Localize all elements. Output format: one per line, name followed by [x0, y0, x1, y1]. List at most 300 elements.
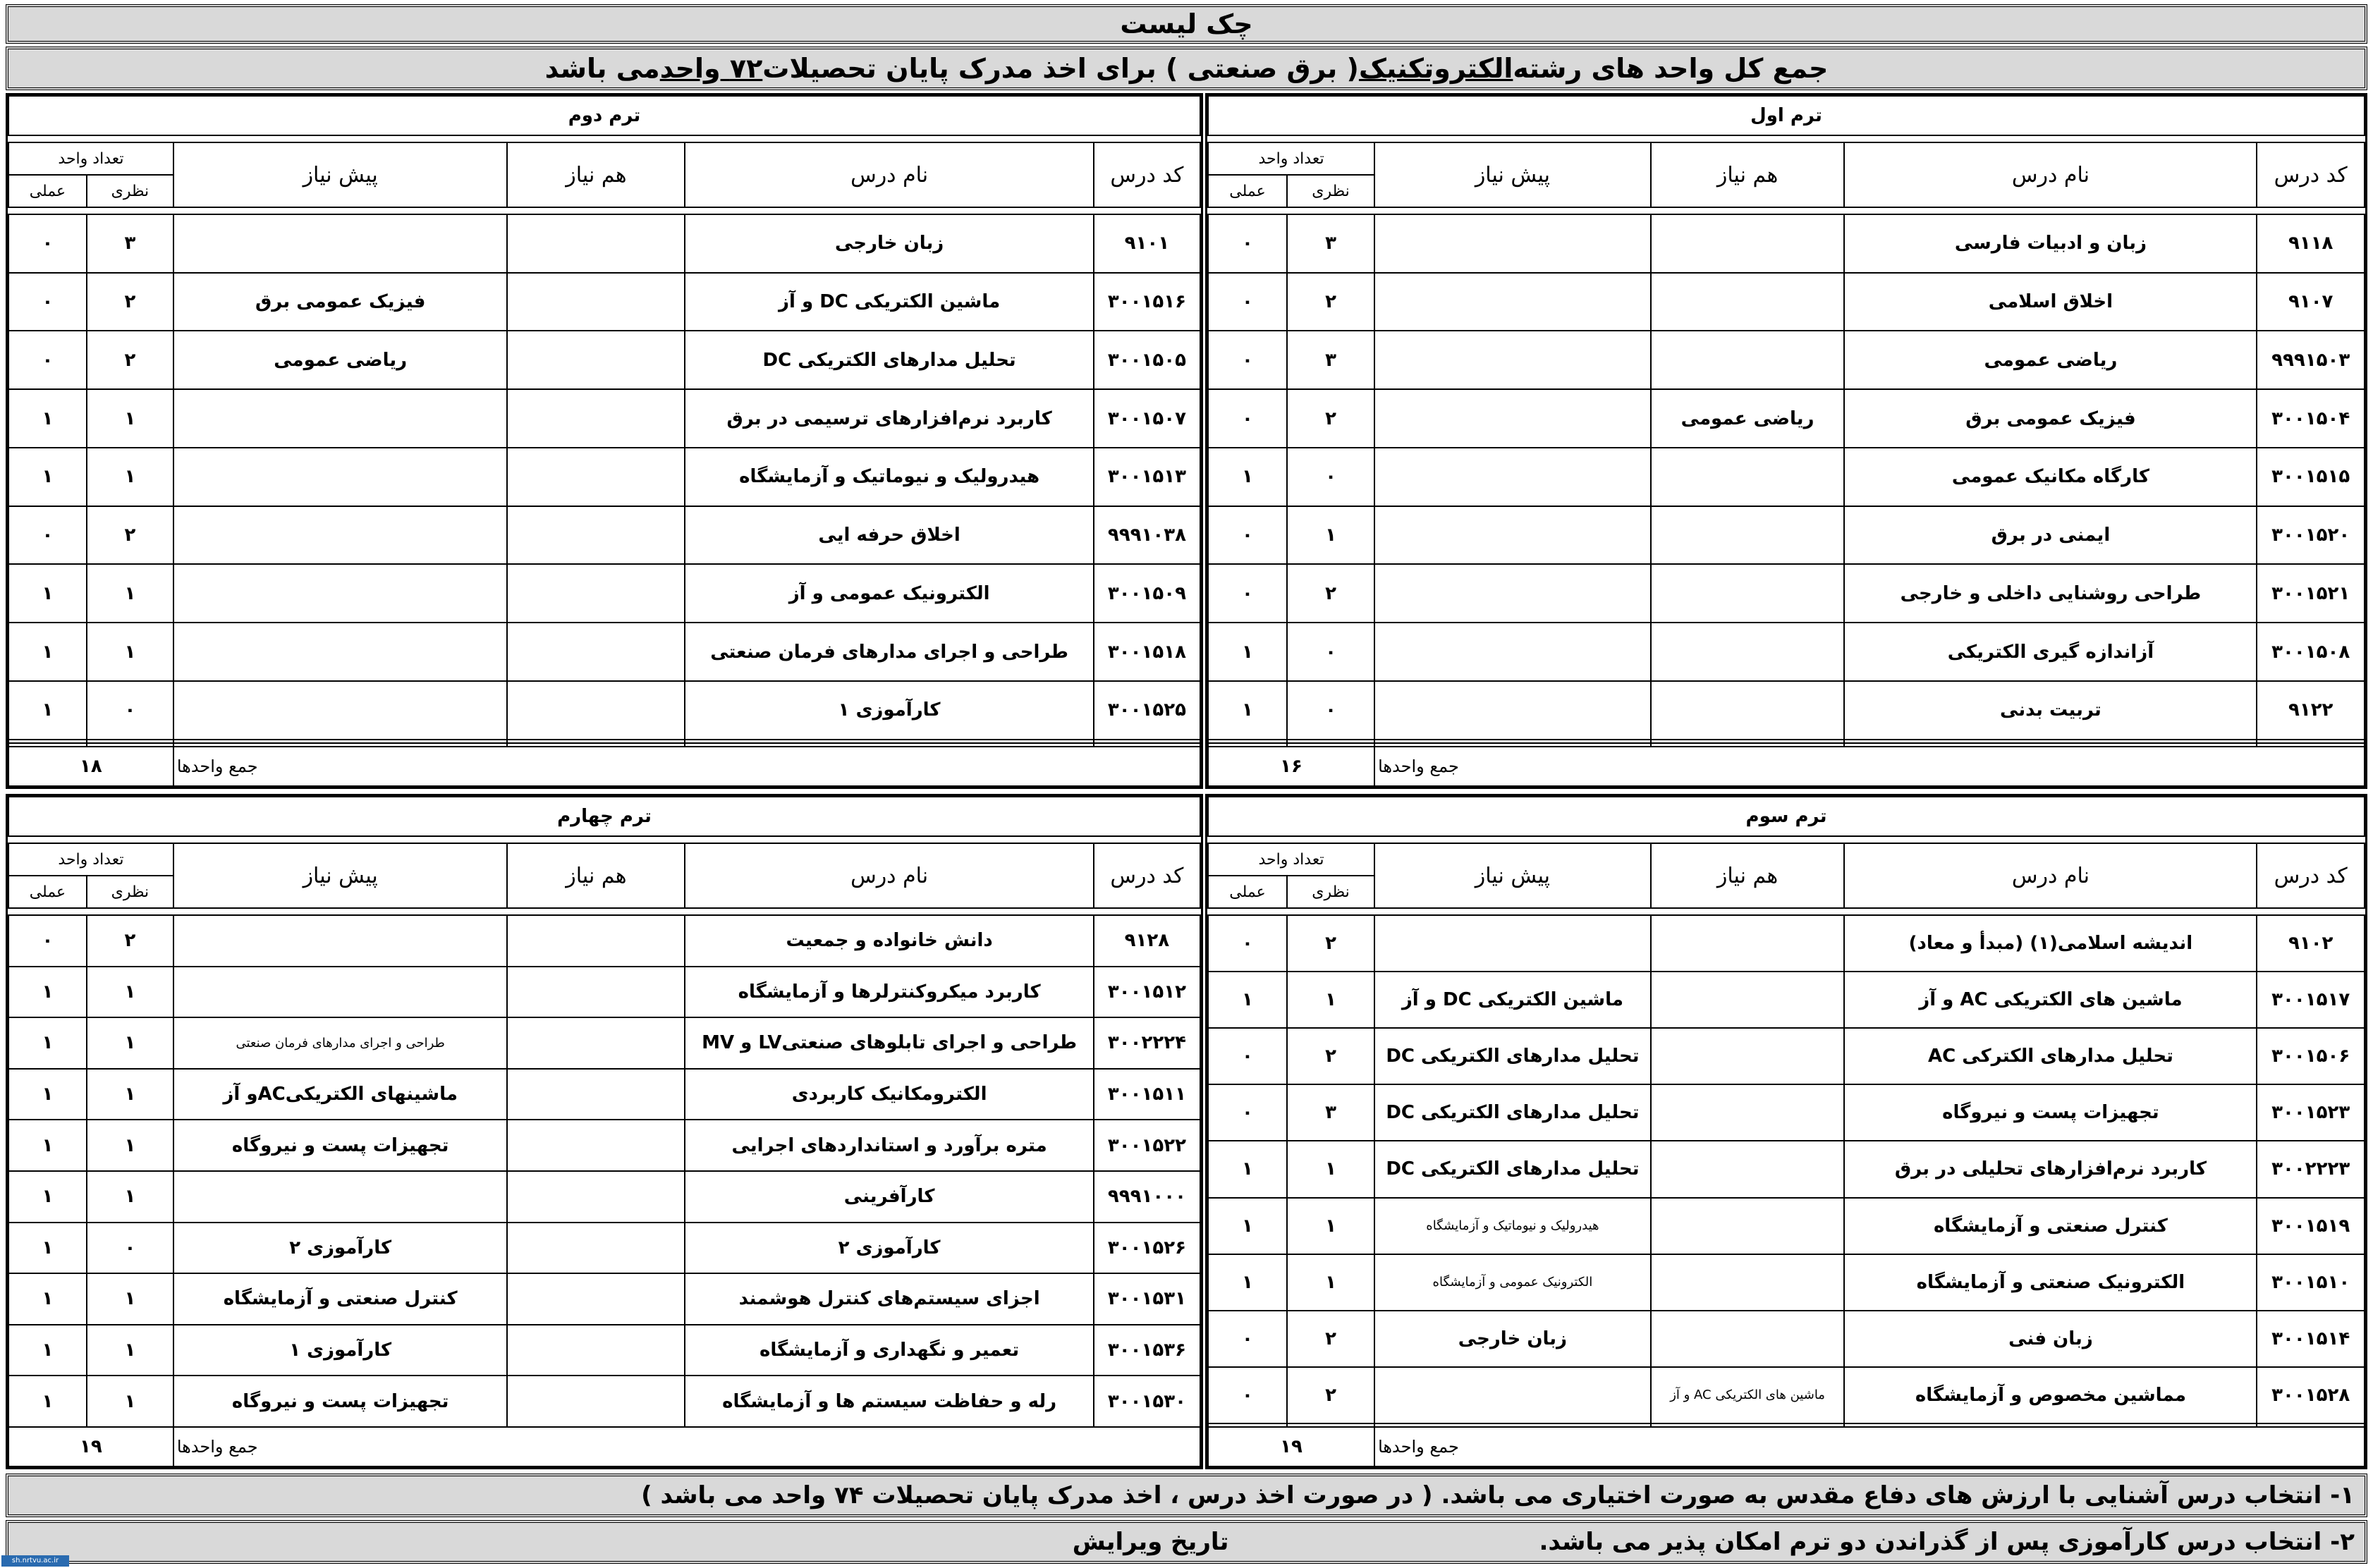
- total-value: ۱۹: [1208, 1427, 1374, 1466]
- course-prereq: کارآموزی ۲: [173, 1223, 508, 1274]
- course-row: [1208, 389, 2365, 448]
- course-coreq: [1651, 1141, 1845, 1197]
- course-practical: ۱: [8, 1325, 87, 1376]
- course-theory: ۱: [87, 448, 173, 506]
- course-code: ۳۰۰۲۲۲۳: [2257, 1141, 2365, 1197]
- total-spacer: [1094, 1427, 1200, 1466]
- course-coreq: [1651, 448, 1845, 506]
- course-code: ۹۱۲۸: [1094, 915, 1200, 967]
- spacer-row: [8, 836, 1200, 843]
- course-name: فیزیک عمومی برق: [1844, 389, 2257, 448]
- course-practical: ۱: [8, 1120, 87, 1171]
- course-theory: ۲: [87, 331, 173, 389]
- spacer: [8, 207, 1200, 214]
- col-units-header: تعداد واحد: [1208, 142, 1374, 175]
- course-practical: ۱: [8, 564, 87, 623]
- term-title: ترم دوم: [8, 96, 1200, 135]
- term-block-2: [6, 93, 1203, 789]
- course-theory: ۰: [1287, 623, 1374, 681]
- course-prereq: [1374, 681, 1651, 740]
- course-theory: ۱: [87, 1376, 173, 1427]
- course-coreq: [507, 1069, 685, 1120]
- spacer-row: [1208, 135, 2365, 142]
- course-code: ۳۰۰۱۵۰۸: [2257, 623, 2365, 681]
- course-name: تحلیل مدارهای الکتریکی DC: [685, 331, 1093, 389]
- course-code: ۳۰۰۱۵۰۹: [1094, 564, 1200, 623]
- logo-text: sh.nrtvu.ac.ir: [11, 1557, 59, 1564]
- spacer-row: [1208, 207, 2365, 214]
- course-practical: ۰: [1208, 1028, 1287, 1084]
- course-coreq: [507, 564, 685, 623]
- total-value: ۱۹: [8, 1427, 173, 1466]
- course-name: الکترونیک عمومی و آز: [685, 564, 1093, 623]
- course-prereq: فیزیک عمومی برق: [173, 273, 508, 331]
- course-practical: ۰: [1208, 1084, 1287, 1141]
- course-theory: ۲: [1287, 389, 1374, 448]
- course-prereq: تحلیل مدارهای الکتریکی DC: [1374, 1028, 1651, 1084]
- course-practical: ۰: [1208, 1367, 1287, 1423]
- course-practical: ۱: [1208, 448, 1287, 506]
- total-spacer: [2257, 1427, 2365, 1466]
- course-coreq: [507, 1120, 685, 1171]
- course-name: الکترومکانیک کاربردی: [685, 1069, 1093, 1120]
- course-row: [8, 1120, 1200, 1171]
- subtitle-part1: جمع کل واحد های رشته: [1513, 53, 1829, 84]
- col-practical-header: عملی: [1208, 175, 1287, 207]
- course-code: ۳۰۰۱۵۱۹: [2257, 1198, 2365, 1254]
- course-theory: ۲: [87, 273, 173, 331]
- col-theory-header: نظری: [87, 876, 173, 908]
- col-theory-header: نظری: [87, 175, 173, 207]
- course-coreq: [507, 1017, 685, 1069]
- course-prereq: [1374, 389, 1651, 448]
- spacer: [8, 135, 1200, 142]
- spacer: [1208, 908, 2365, 915]
- col-prereq-header: پیش نیاز: [1374, 142, 1651, 207]
- course-theory: ۱: [1287, 1141, 1374, 1197]
- course-practical: ۱: [8, 389, 87, 448]
- course-code: ۳۰۰۱۵۱۵: [2257, 448, 2365, 506]
- column-header-row: [8, 843, 1200, 876]
- course-practical: ۱: [1208, 1254, 1287, 1311]
- course-name: کارآموزی ۲: [685, 1223, 1093, 1274]
- course-code: ۹۱۰۱: [1094, 214, 1200, 273]
- course-practical: ۰: [8, 214, 87, 273]
- course-coreq: [507, 214, 685, 273]
- total-spacer: [1094, 747, 1200, 786]
- course-theory: ۲: [1287, 915, 1374, 972]
- term-table: [8, 796, 1201, 1467]
- col-practical-header: عملی: [8, 876, 87, 908]
- course-practical: ۱: [8, 623, 87, 681]
- course-name: تعمیر و نگهداری و آزمایشگاه: [685, 1325, 1093, 1376]
- subtitle-part2: ( برق صنعتی ) برای اخذ مدرک پایان تحصیلات: [762, 53, 1359, 84]
- course-code: ۳۰۰۱۵۱۸: [1094, 623, 1200, 681]
- course-prereq: [1374, 1367, 1651, 1423]
- course-row: [8, 1376, 1200, 1427]
- course-theory: ۱: [87, 1325, 173, 1376]
- course-practical: ۰: [1208, 1311, 1287, 1367]
- course-practical: ۰: [1208, 331, 1287, 389]
- col-coreq-header: هم نیاز: [1651, 843, 1845, 908]
- course-theory: ۰: [1287, 448, 1374, 506]
- course-theory: ۲: [87, 915, 173, 967]
- course-row: [1208, 506, 2365, 565]
- spacer-row: [8, 135, 1200, 142]
- total-value: ۱۸: [8, 747, 173, 786]
- course-name: کارآموزی ۱: [685, 681, 1093, 740]
- course-row: [8, 1273, 1200, 1325]
- spacer: [8, 908, 1200, 915]
- course-code: ۳۰۰۱۵۲۲: [1094, 1120, 1200, 1171]
- course-code: ۳۰۰۱۵۱۷: [2257, 972, 2365, 1028]
- course-row: [8, 681, 1200, 740]
- col-coreq-header: هم نیاز: [1651, 142, 1845, 207]
- col-units-header: تعداد واحد: [8, 843, 173, 876]
- total-row: [8, 747, 1200, 786]
- course-prereq: [173, 448, 508, 506]
- course-name: طراحی و اجرای مدارهای فرمان صنعتی: [685, 623, 1093, 681]
- spacer-row: [1208, 908, 2365, 915]
- course-coreq: [507, 967, 685, 1018]
- course-practical: ۱: [8, 967, 87, 1018]
- course-coreq: [507, 331, 685, 389]
- col-code-header: کد درس: [2257, 142, 2365, 207]
- total-row: [1208, 747, 2365, 786]
- course-prereq: کارآموزی ۱: [173, 1325, 508, 1376]
- course-practical: ۱: [1208, 972, 1287, 1028]
- course-code: ۳۰۰۱۵۳۶: [1094, 1325, 1200, 1376]
- course-prereq: [173, 389, 508, 448]
- course-theory: ۱: [87, 564, 173, 623]
- course-code: ۳۰۰۱۵۲۸: [2257, 1367, 2365, 1423]
- edit-date-label: تاریخ ویرایش: [1072, 1528, 1229, 1556]
- course-theory: ۱: [87, 967, 173, 1018]
- term-title: ترم اول: [1208, 96, 2365, 135]
- spacer-row: [1208, 836, 2365, 843]
- col-prereq-header: پیش نیاز: [173, 142, 508, 207]
- course-theory: ۲: [87, 506, 173, 565]
- course-row: [8, 1017, 1200, 1069]
- course-practical: ۱: [1208, 623, 1287, 681]
- term-block-4: [6, 794, 1203, 1469]
- course-code: ۳۰۰۱۵۱۶: [1094, 273, 1200, 331]
- page-title-text: چک لیست: [1120, 8, 1253, 39]
- course-row: [8, 623, 1200, 681]
- course-row: [1208, 331, 2365, 389]
- course-practical: ۱: [8, 1376, 87, 1427]
- col-coreq-header: هم نیاز: [507, 142, 685, 207]
- total-row: [1208, 1427, 2365, 1466]
- term-block-1: [1205, 93, 2367, 789]
- course-prereq: [173, 967, 508, 1018]
- site-logo: [1, 1555, 69, 1567]
- term-title-row: [1208, 797, 2365, 836]
- course-coreq: [507, 1171, 685, 1223]
- col-name-header: نام درس: [1844, 843, 2257, 908]
- course-code: ۳۰۰۱۵۰۶: [2257, 1028, 2365, 1084]
- course-code: ۳۰۰۱۵۱۱: [1094, 1069, 1200, 1120]
- course-theory: ۳: [87, 214, 173, 273]
- course-practical: ۱: [8, 1171, 87, 1223]
- course-code: ۹۱۰۲: [2257, 915, 2365, 972]
- note1-text: ۱- انتخاب درس آشنایی با ارزش های دفاع مقدس به صورت اختیاری می باشد. ( در صورت اخذ درس ، اخذ مدرک پایان تحصیلات ۷۴ واحد می باشد ): [641, 1481, 2355, 1509]
- course-row: [1208, 1084, 2365, 1141]
- course-code: ۳۰۰۱۵۰۵: [1094, 331, 1200, 389]
- subtitle-major: الکتروتکنیک: [1358, 53, 1513, 84]
- course-prereq: [173, 681, 508, 740]
- course-coreq: [1651, 331, 1845, 389]
- course-coreq: [1651, 681, 1845, 740]
- course-practical: ۱: [8, 681, 87, 740]
- col-units-header: تعداد واحد: [8, 142, 173, 175]
- course-theory: ۱: [1287, 972, 1374, 1028]
- col-prereq-header: پیش نیاز: [173, 843, 508, 908]
- course-prereq: [173, 915, 508, 967]
- course-practical: ۰: [1208, 273, 1287, 331]
- course-theory: ۱: [1287, 1198, 1374, 1254]
- course-prereq: تجهیزات پست و نیروگاه: [173, 1120, 508, 1171]
- course-name: ماشین های الکتریکی AC و آز: [1844, 972, 2257, 1028]
- course-row: [1208, 1254, 2365, 1311]
- course-coreq: ماشین های الکتریکی AC و آز: [1651, 1367, 1845, 1423]
- course-coreq: [507, 681, 685, 740]
- course-name: کاربرد نرم‌افزارهای ترسیمی در برق: [685, 389, 1093, 448]
- course-name: ایمنی در برق: [1844, 506, 2257, 565]
- course-row: [1208, 1311, 2365, 1367]
- course-code: ۳۰۰۱۵۳۱: [1094, 1273, 1200, 1325]
- course-name: کنترل صنعتی و آزمایشگاه: [1844, 1198, 2257, 1254]
- course-coreq: [1651, 1084, 1845, 1141]
- course-practical: ۱: [8, 1223, 87, 1274]
- course-coreq: [507, 1376, 685, 1427]
- course-row: [1208, 915, 2365, 972]
- col-theory-header: نظری: [1287, 876, 1374, 908]
- course-theory: ۲: [1287, 564, 1374, 623]
- course-prereq: [1374, 506, 1651, 565]
- course-row: [8, 273, 1200, 331]
- course-theory: ۳: [1287, 331, 1374, 389]
- course-row: [8, 214, 1200, 273]
- course-theory: ۰: [1287, 681, 1374, 740]
- col-practical-header: عملی: [1208, 876, 1287, 908]
- course-practical: ۰: [1208, 214, 1287, 273]
- course-code: ۳۰۰۱۵۲۱: [2257, 564, 2365, 623]
- course-name: دانش خانواده و جمعیت: [685, 915, 1093, 967]
- total-spacer: [2257, 747, 2365, 786]
- course-row: [1208, 448, 2365, 506]
- course-code: ۳۰۰۱۵۱۰: [2257, 1254, 2365, 1311]
- col-coreq-header: هم نیاز: [507, 843, 685, 908]
- column-header-row: [8, 142, 1200, 175]
- course-row: [8, 1325, 1200, 1376]
- spacer: [1208, 135, 2365, 142]
- course-code: ۳۰۰۱۵۰۴: [2257, 389, 2365, 448]
- total-row: [8, 1427, 1200, 1466]
- col-theory-header: نظری: [1287, 175, 1374, 207]
- course-prereq: [1374, 331, 1651, 389]
- course-theory: ۳: [1287, 214, 1374, 273]
- course-name: کاربرد میکروکنترلرها و آزمایشگاه: [685, 967, 1093, 1018]
- course-coreq: [1651, 972, 1845, 1028]
- course-coreq: [1651, 915, 1845, 972]
- course-code: ۳۰۰۱۵۱۲: [1094, 967, 1200, 1018]
- course-name: تجهیزات پست و نیروگاه: [1844, 1084, 2257, 1141]
- course-coreq: [507, 389, 685, 448]
- term-block-3: [1205, 794, 2367, 1469]
- course-theory: ۱: [1287, 506, 1374, 565]
- course-practical: ۰: [1208, 915, 1287, 972]
- total-label: جمع واحدها: [173, 1427, 1094, 1466]
- course-theory: ۱: [87, 1069, 173, 1120]
- course-coreq: [507, 623, 685, 681]
- term-table: [1207, 95, 2365, 787]
- course-name: کاربرد نرم‌افزارهای تحلیلی در برق: [1844, 1141, 2257, 1197]
- spacer-row: [8, 207, 1200, 214]
- course-name: اندیشه اسلامی(۱) (مبدأ و معاد): [1844, 915, 2257, 972]
- course-coreq: [507, 273, 685, 331]
- spacer-row: [8, 908, 1200, 915]
- course-practical: ۰: [8, 331, 87, 389]
- course-prereq: زبان خارجی: [1374, 1311, 1651, 1367]
- course-coreq: [1651, 1254, 1845, 1311]
- course-prereq: تجهیزات پست و نیروگاه: [173, 1376, 508, 1427]
- course-code: ۳۰۰۱۵۲۵: [1094, 681, 1200, 740]
- course-prereq: [1374, 448, 1651, 506]
- course-row: [8, 1223, 1200, 1274]
- course-theory: ۰: [87, 681, 173, 740]
- course-row: [8, 1171, 1200, 1223]
- course-name: مماشین مخصوص و آزمایشگاه: [1844, 1367, 2257, 1423]
- course-prereq: [1374, 214, 1651, 273]
- course-theory: ۱: [87, 623, 173, 681]
- course-prereq: طراحی و اجرای مدارهای فرمان صنعتی: [173, 1017, 508, 1069]
- course-row: [1208, 564, 2365, 623]
- term-table: [8, 95, 1201, 787]
- course-name: رله و حفاظت سیستم ها و آزمایشگاه: [685, 1376, 1093, 1427]
- course-prereq: کنترل صنعتی و آزمایشگاه: [173, 1273, 508, 1325]
- course-practical: ۱: [8, 1273, 87, 1325]
- course-name: طراحی و اجرای تابلوهای صنعتیLV و MV: [685, 1017, 1093, 1069]
- course-row: [8, 331, 1200, 389]
- course-code: ۳۰۰۱۵۰۷: [1094, 389, 1200, 448]
- course-coreq: ریاضی عمومی: [1651, 389, 1845, 448]
- course-practical: ۰: [1208, 564, 1287, 623]
- course-prereq: هیدرولیک و نیوماتیک و آزمایشگاه: [1374, 1198, 1651, 1254]
- course-name: اخلاق اسلامی: [1844, 273, 2257, 331]
- course-name: اخلاق حرفه ایی: [685, 506, 1093, 565]
- course-practical: ۰: [8, 506, 87, 565]
- course-coreq: [1651, 506, 1845, 565]
- course-name: هیدرولیک و نیوماتیک و آزمایشگاه: [685, 448, 1093, 506]
- course-prereq: الکترونیک عمومی و آزمایشگاه: [1374, 1254, 1651, 1311]
- course-code: ۳۰۰۱۵۲۶: [1094, 1223, 1200, 1274]
- spacer: [1208, 207, 2365, 214]
- course-row: [1208, 681, 2365, 740]
- course-name: تربیت بدنی: [1844, 681, 2257, 740]
- course-code: ۹۱۰۷: [2257, 273, 2365, 331]
- course-coreq: [507, 1273, 685, 1325]
- term-table: [1207, 796, 2365, 1467]
- course-code: ۹۹۹۱۵۰۳: [2257, 331, 2365, 389]
- course-name: زبان خارجی: [685, 214, 1093, 273]
- course-theory: ۱: [87, 1120, 173, 1171]
- column-header-row: [1208, 843, 2365, 876]
- course-theory: ۰: [87, 1223, 173, 1274]
- course-prereq: [1374, 273, 1651, 331]
- term-title: ترم سوم: [1208, 797, 2365, 836]
- course-practical: ۱: [8, 1017, 87, 1069]
- course-prereq: تحلیل مدارهای الکتریکی DC: [1374, 1141, 1651, 1197]
- col-name-header: نام درس: [685, 843, 1093, 908]
- course-practical: ۰: [1208, 506, 1287, 565]
- course-name: طراحی روشنایی داخلی و خارجی: [1844, 564, 2257, 623]
- course-practical: ۱: [1208, 1198, 1287, 1254]
- course-coreq: [507, 506, 685, 565]
- course-row: [1208, 1367, 2365, 1423]
- course-row: [1208, 1198, 2365, 1254]
- course-code: ۹۱۲۲: [2257, 681, 2365, 740]
- course-prereq: [1374, 915, 1651, 972]
- course-coreq: [1651, 623, 1845, 681]
- course-coreq: [1651, 273, 1845, 331]
- course-practical: ۱: [8, 448, 87, 506]
- course-practical: ۰: [8, 273, 87, 331]
- course-row: [1208, 1141, 2365, 1197]
- total-value: ۱۶: [1208, 747, 1374, 786]
- course-prereq: [173, 564, 508, 623]
- note-optional-course: [6, 1474, 2367, 1517]
- course-practical: ۱: [1208, 681, 1287, 740]
- term-title-row: [1208, 96, 2365, 135]
- course-code: ۳۰۰۱۵۱۴: [2257, 1311, 2365, 1367]
- course-row: [8, 967, 1200, 1018]
- course-row: [8, 389, 1200, 448]
- col-prereq-header: پیش نیاز: [1374, 843, 1651, 908]
- course-theory: ۲: [1287, 1367, 1374, 1423]
- course-code: ۹۹۹۱۰۳۸: [1094, 506, 1200, 565]
- course-prereq: ماشینهای الکتریکیACو آز: [173, 1069, 508, 1120]
- course-name: آزاندازه گیری الکتریکی: [1844, 623, 2257, 681]
- col-name-header: نام درس: [685, 142, 1093, 207]
- note2-text: ۲- انتخاب درس کارآموزی پس از گذراندن دو ترم امکان پذیر می باشد.: [1539, 1528, 2355, 1556]
- course-theory: ۱: [87, 389, 173, 448]
- course-prereq: ماشین الکتریکی DC و آز: [1374, 972, 1651, 1028]
- course-name: کارگاه مکانیک عمومی: [1844, 448, 2257, 506]
- course-theory: ۱: [87, 1171, 173, 1223]
- total-label: جمع واحدها: [173, 747, 1094, 786]
- subtitle-part3: می باشد: [544, 53, 660, 84]
- course-name: زبان فنی: [1844, 1311, 2257, 1367]
- course-row: [1208, 972, 2365, 1028]
- col-code-header: کد درس: [2257, 843, 2365, 908]
- course-prereq: [1374, 564, 1651, 623]
- col-name-header: نام درس: [1844, 142, 2257, 207]
- course-row: [1208, 1028, 2365, 1084]
- course-code: ۳۰۰۱۵۲۳: [2257, 1084, 2365, 1141]
- course-name: متره برآورد و استانداردهای اجرایی: [685, 1120, 1093, 1171]
- course-theory: ۱: [87, 1273, 173, 1325]
- course-prereq: [173, 506, 508, 565]
- course-coreq: [507, 1223, 685, 1274]
- course-code: ۳۰۰۱۵۳۰: [1094, 1376, 1200, 1427]
- spacer: [8, 836, 1200, 843]
- course-name: الکترونیک صنعتی و آزمایشگاه: [1844, 1254, 2257, 1311]
- course-theory: ۲: [1287, 1311, 1374, 1367]
- course-prereq: ریاضی عمومی: [173, 331, 508, 389]
- course-theory: ۱: [87, 1017, 173, 1069]
- term-title-row: [8, 797, 1200, 836]
